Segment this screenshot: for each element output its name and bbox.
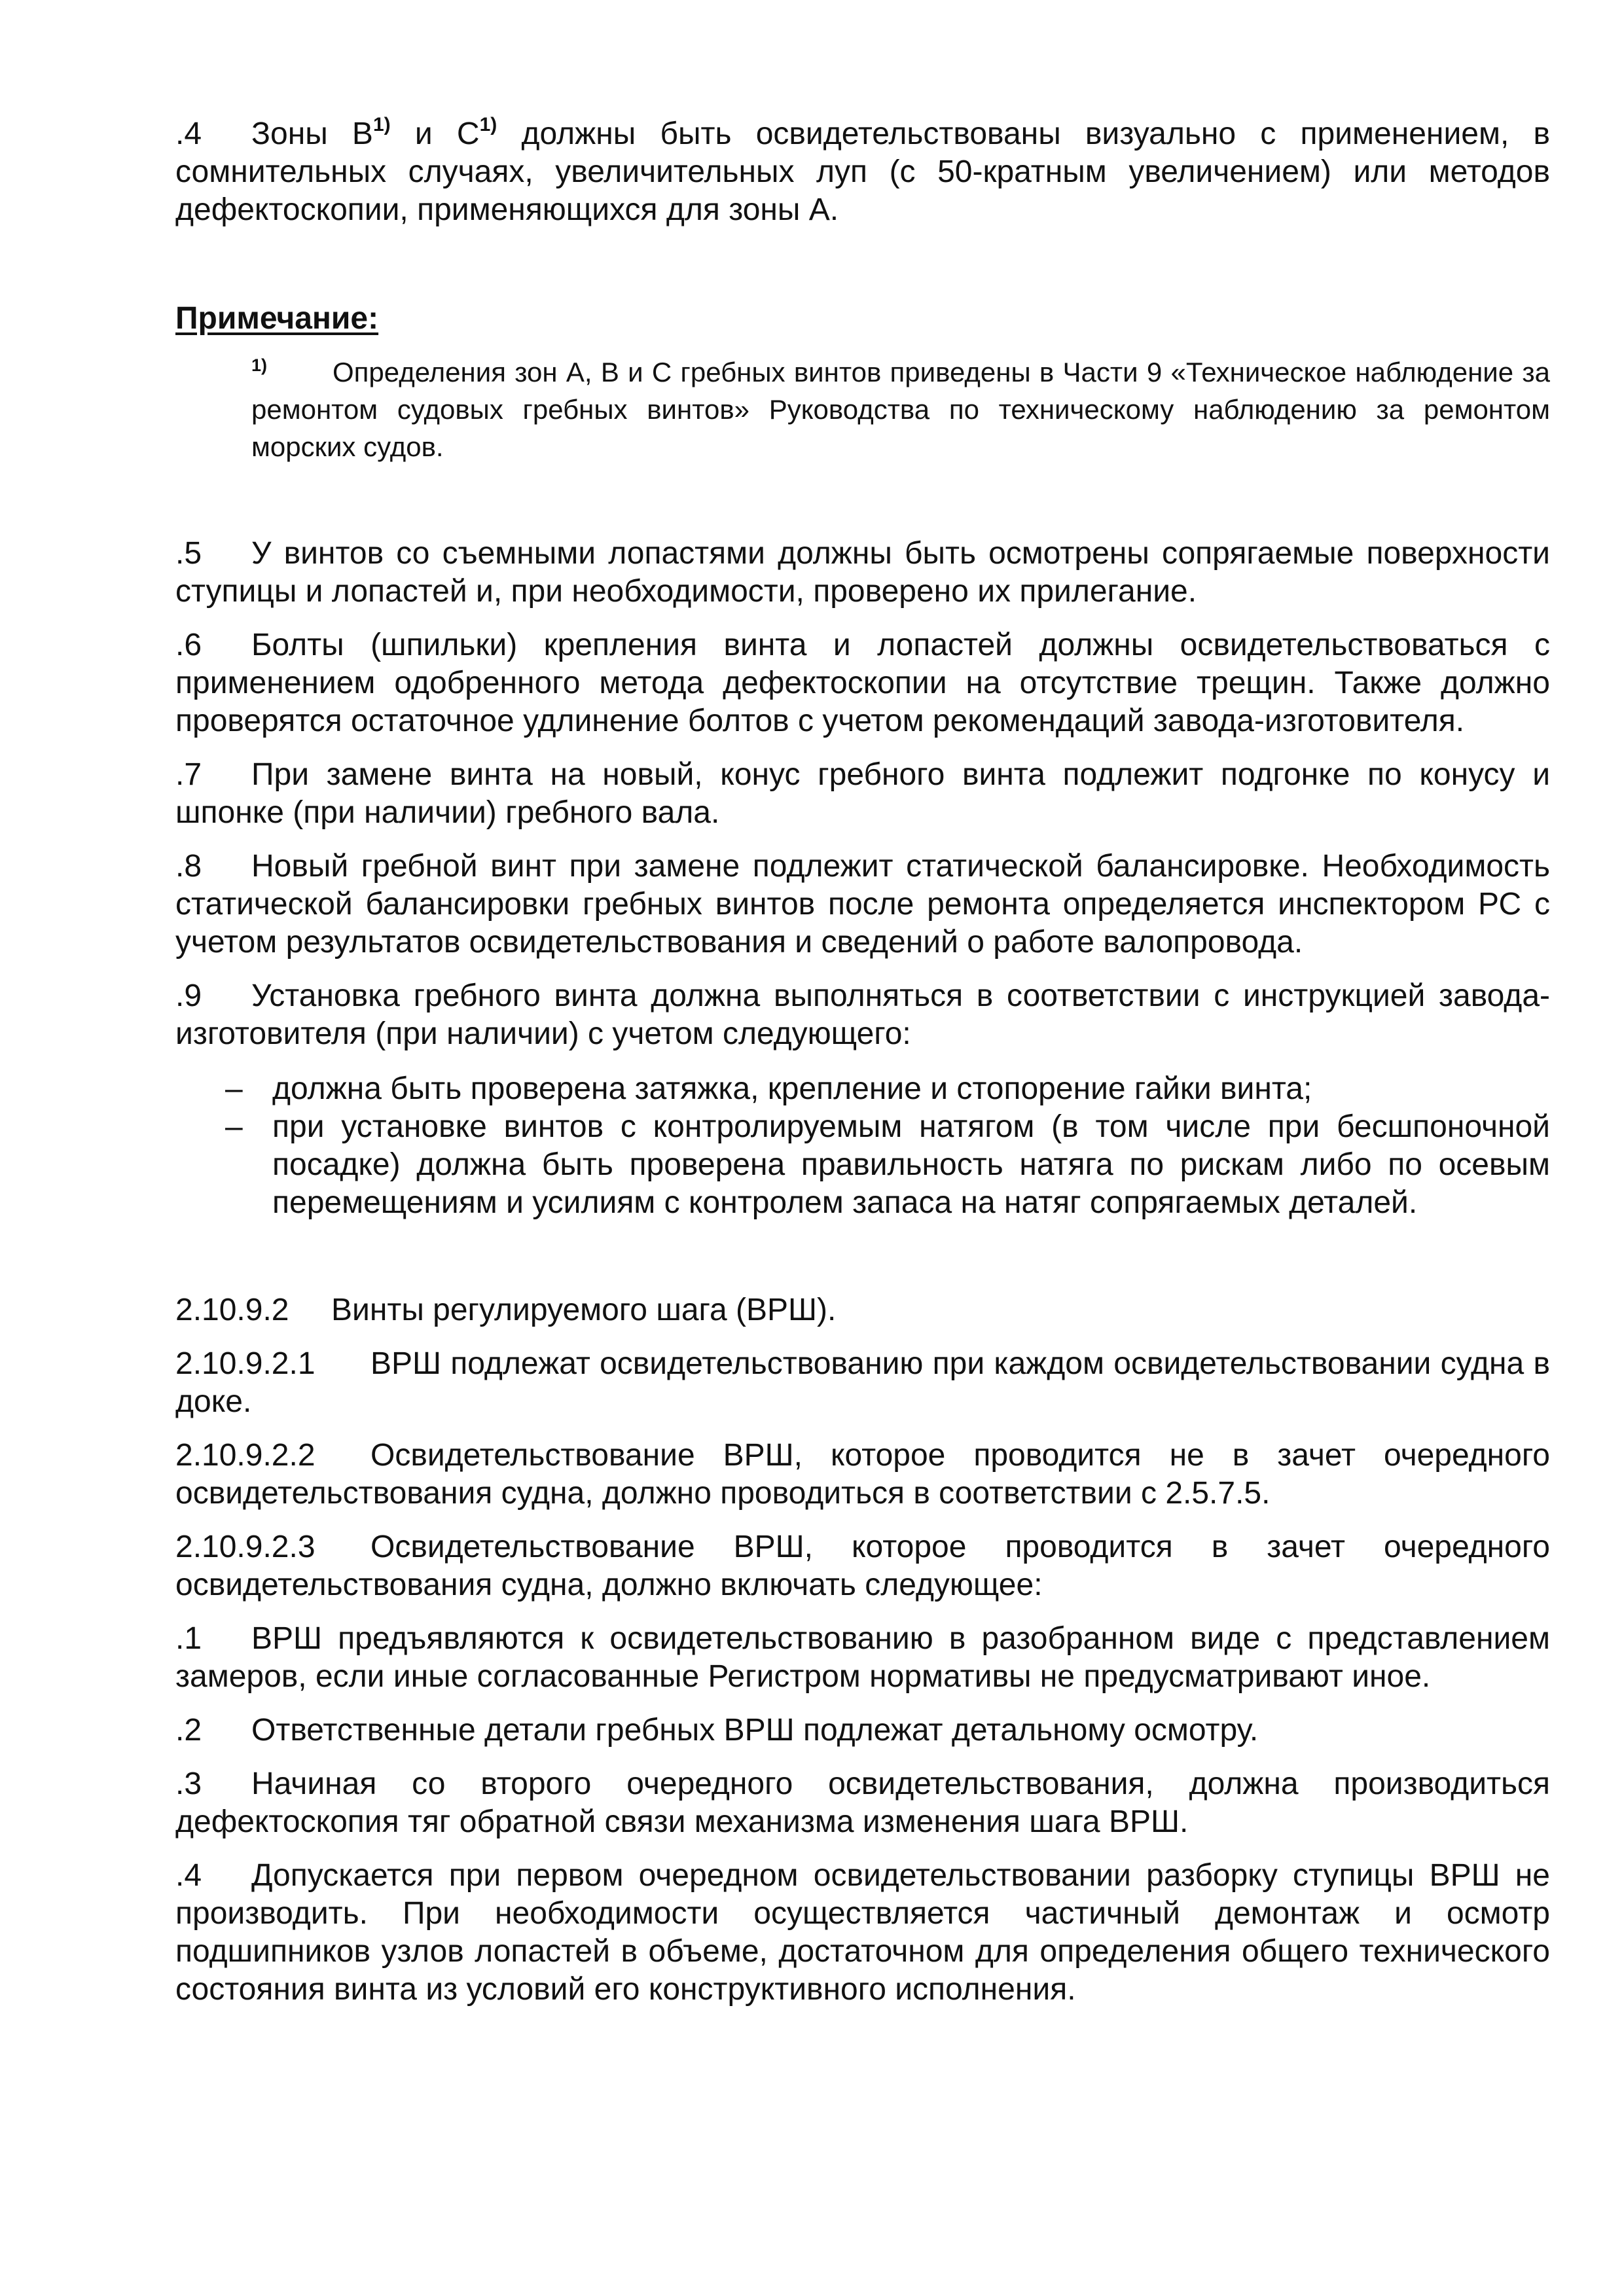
paragraph-replacement [175,756,1550,832]
paragraph-text: При замене винта на новый, конус гребного винта подлежит подгонке по конусу и шпонке (при наличии) гребного вала. [175,757,1550,830]
document-page [175,115,1550,2009]
section-number: 2.10.9.2 [175,1293,289,1327]
footnote-text: Определения зон А, В и С гребных винтов приведены в Части 9 «Техническое наблюдение за ремонтом судовых гребных винтов» Руководства по техническому наблюдению за ремонтом морских судов. [251,357,1550,462]
paragraph-text: Освидетельствование ВРШ, которое проводится в зачет очередного освидетельствования судна, должно включать следующее: [175,1530,1550,1602]
section-number: 2.10.9.2.3 [175,1530,316,1564]
paragraph-removable-blades [175,535,1550,611]
paragraph-text: Зоны В [251,117,373,151]
paragraph-detailed-inspection [175,1712,1550,1749]
footnote-reference: 1) [372,114,391,135]
paragraph-text: Ответственные детали гребных ВРШ подлежат детальному осмотру. [251,1713,1259,1748]
paragraph-text: Установка гребного винта должна выполняться в соответствии с инструкцией завода-изготовителя (при наличии) с учетом следующего: [175,978,1550,1051]
list-item [175,1108,1550,1222]
item-number: .1 [175,1621,202,1656]
paragraph-text: должны быть освидетельствованы визуально с применением, в сомнительных случаях, увеличительных луп (с 50-кратным увеличением) или методов дефектоскопии, применяющихся для зоны А. [175,117,1551,227]
paragraph-text: У винтов со съемными лопастями должны быть осмотрены сопрягаемые поверхности ступицы и лопастей и, при необходимости, проверено их прилегание. [175,536,1550,609]
item-number: .7 [175,757,202,792]
paragraph-text: Освидетельствование ВРШ, которое проводится не в зачет очередного освидетельствования судна, должно проводиться в соответствии с 2.5.7.5. [175,1438,1550,1511]
item-number: .2 [175,1713,202,1748]
paragraph-text: Начиная со второго очередного освидетельствования, должна производиться дефектоскопия тяг обратной связи механизма изменения шага ВРШ. [175,1767,1550,1839]
section-title: Винты регулируемого шага (ВРШ). [331,1293,837,1327]
item-number: .6 [175,628,202,662]
installation-requirements-list [175,1070,1550,1222]
list-item-text: должна быть проверена затяжка, крепление и стопорение гайки винта; [272,1071,1312,1106]
paragraph-text: Допускается при первом очередном освидетельствовании разборку ступицы ВРШ не производить. При необходимости осуществляется частичный демонтаж и осмотр подшипников узлов лопастей в объеме, достаточном для определения общего технического состояния винта из условий его конструктивного исполнения. [175,1858,1550,2007]
paragraph-installation [175,977,1550,1053]
paragraph-hub-disassembly [175,1857,1550,2009]
item-number: .3 [175,1767,202,1801]
paragraph-bolts [175,626,1550,740]
section-heading-2-10-9-2 [175,1291,1550,1329]
footnote: $^{1)}$ Определения зон А, В и С гребных винтов приведены в Части 9 «Техническое наблюдение за ремонтом судовых гребных винтов» Руководства по техническому наблюдению за ремонтом морских судов. [251,355,1550,462]
paragraph-text: ВРШ подлежат освидетельствованию при каждом освидетельствовании судна в доке. [175,1346,1550,1419]
list-item [175,1070,1550,1108]
paragraph-disassembled [175,1620,1550,1696]
section-number: 2.10.9.2.2 [175,1438,316,1473]
paragraph-text: Болты (шпильки) крепления винта и лопастей должны освидетельствоваться с применением одобренного метода дефектоскопии на отсутствие трещин. Также должно проверятся остаточное удлинение болтов с учетом рекомендаций завода-изготовителя. [175,628,1550,738]
paragraph-2-10-9-2-3 [175,1528,1550,1604]
paragraph-balancing [175,848,1550,961]
item-number: .8 [175,849,202,884]
paragraph-text: Новый гребной винт при замене подлежит статической балансировке. Необходимость статической балансировки гребных винтов после ремонта определяется инспектором РС с учетом результатов освидетельствования и сведений о работе валопровода. [175,849,1550,960]
item-number: .9 [175,978,202,1013]
dash-marker: – [225,1109,243,1144]
item-number: .4 [175,117,202,151]
paragraph-flaw-detection [175,1765,1550,1841]
footnote-reference: 1) [479,114,497,135]
paragraph-text: и С [390,117,480,151]
paragraph-2-10-9-2-2 [175,1437,1550,1513]
paragraph-zones-b-c [175,115,1550,229]
item-number: .5 [175,536,202,571]
section-number: 2.10.9.2.1 [175,1346,316,1381]
paragraph-text: ВРШ предъявляются к освидетельствованию в разобранном виде с представлением замеров, если иные согласованные Регистром нормативы не предусматривают иное. [175,1621,1550,1694]
note-heading: Примечание: [175,301,379,336]
list-item-text: при установке винтов с контролируемым натягом (в том числе при бесшпоночной посадке) должна быть проверена правильность натяга по рискам либо по осевым перемещениям и усилиям с контролем запаса на натяг сопрягаемых деталей. [272,1109,1550,1220]
paragraph-2-10-9-2-1 [175,1345,1550,1421]
item-number: .4 [175,1858,202,1893]
dash-marker: – [225,1071,243,1106]
